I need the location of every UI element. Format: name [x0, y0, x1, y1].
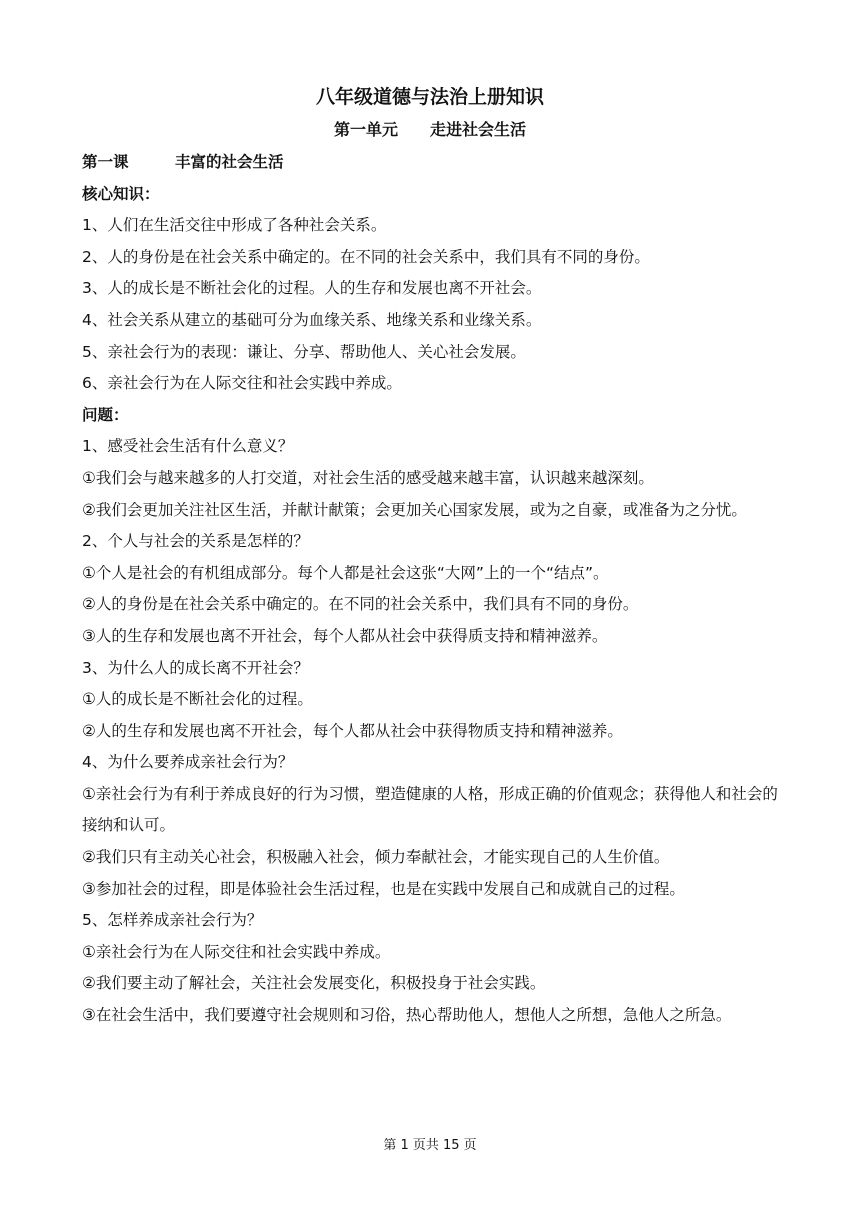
answer-item: ①个人是社会的有机组成部分。每个人都是社会这张“大网”上的一个“结点”。: [82, 563, 609, 582]
core-item: 1、人们在生活交往中形成了各种社会关系。: [82, 216, 387, 235]
core-item: 5、亲社会行为的表现：谦让、分享、帮助他人、关心社会发展。: [82, 342, 526, 361]
core-item: 2、人的身份是在社会关系中确定的。在不同的社会关系中，我们具有不同的身份。: [82, 247, 650, 266]
answer-item: ②我们只有主动关心社会，积极融入社会，倾力奉献社会，才能实现自己的人生价值。: [82, 848, 670, 867]
document-body: [82, 147, 782, 1032]
core-item: 6、亲社会行为在人际交往和社会实践中养成。: [82, 374, 402, 393]
question-1: 1、感受社会生活有什么意义？: [82, 437, 294, 456]
core-item: 4、社会关系从建立的基础可分为血缘关系、地缘关系和业缘关系。: [82, 310, 542, 329]
page-footer: 第 1 页共 15 页: [383, 1138, 477, 1153]
answer-item: ①我们会与越来越多的人打交道，对社会生活的感受越来越丰富，认识越来越深刻。: [82, 468, 654, 487]
answer-item: ②人的生存和发展也离不开社会，每个人都从社会中获得物质支持和精神滋养。: [82, 721, 623, 740]
core-knowledge-heading: 核心知识：: [82, 184, 160, 203]
core-item: 3、人的成长是不断社会化的过程。人的生存和发展也离不开社会。: [82, 279, 542, 298]
document-title: 八年级道德与法治上册知识: [315, 86, 544, 108]
unit-heading: 第一单元 走进社会生活: [333, 120, 526, 139]
answer-item: ③在社会生活中，我们要遵守社会规则和习俗，热心帮助他人，想他人之所想，急他人之所急。: [82, 1006, 732, 1025]
question-2: 2、个人与社会的关系是怎样的？: [82, 532, 309, 551]
answer-item: ②我们会更加关注社区生活，并献计献策；会更加关心国家发展，或为之自豪，或准备为之分忧。: [82, 500, 747, 519]
question-5: 5、怎样养成亲社会行为？: [82, 911, 263, 930]
answer-item: ②我们要主动了解社会，关注社会发展变化，积极投身于社会实践。: [82, 974, 546, 993]
answer-item: ③人的生存和发展也离不开社会，每个人都从社会中获得质支持和精神滋养。: [82, 626, 608, 645]
questions-heading: 问题：: [82, 405, 129, 424]
answer-item: ②人的身份是在社会关系中确定的。在不同的社会关系中，我们具有不同的身份。: [82, 595, 639, 614]
question-4: 4、为什么要养成亲社会行为？: [82, 753, 294, 772]
answer-item: ③参加社会的过程，即是体验社会生活过程，也是在实践中发展自己和成就自己的过程。: [82, 879, 685, 898]
lesson-heading: 第一课 丰富的社会生活: [82, 153, 284, 171]
answer-item: ①亲社会行为在人际交往和社会实践中养成。: [82, 942, 391, 961]
question-3: 3、为什么人的成长离不开社会？: [82, 658, 309, 677]
answer-item: ①人的成长是不断社会化的过程。: [82, 690, 313, 709]
answer-item: ①亲社会行为有利于养成良好的行为习惯，塑造健康的人格，形成正确的价值观念；获得他人和社会的接纳和认可。: [82, 784, 778, 835]
